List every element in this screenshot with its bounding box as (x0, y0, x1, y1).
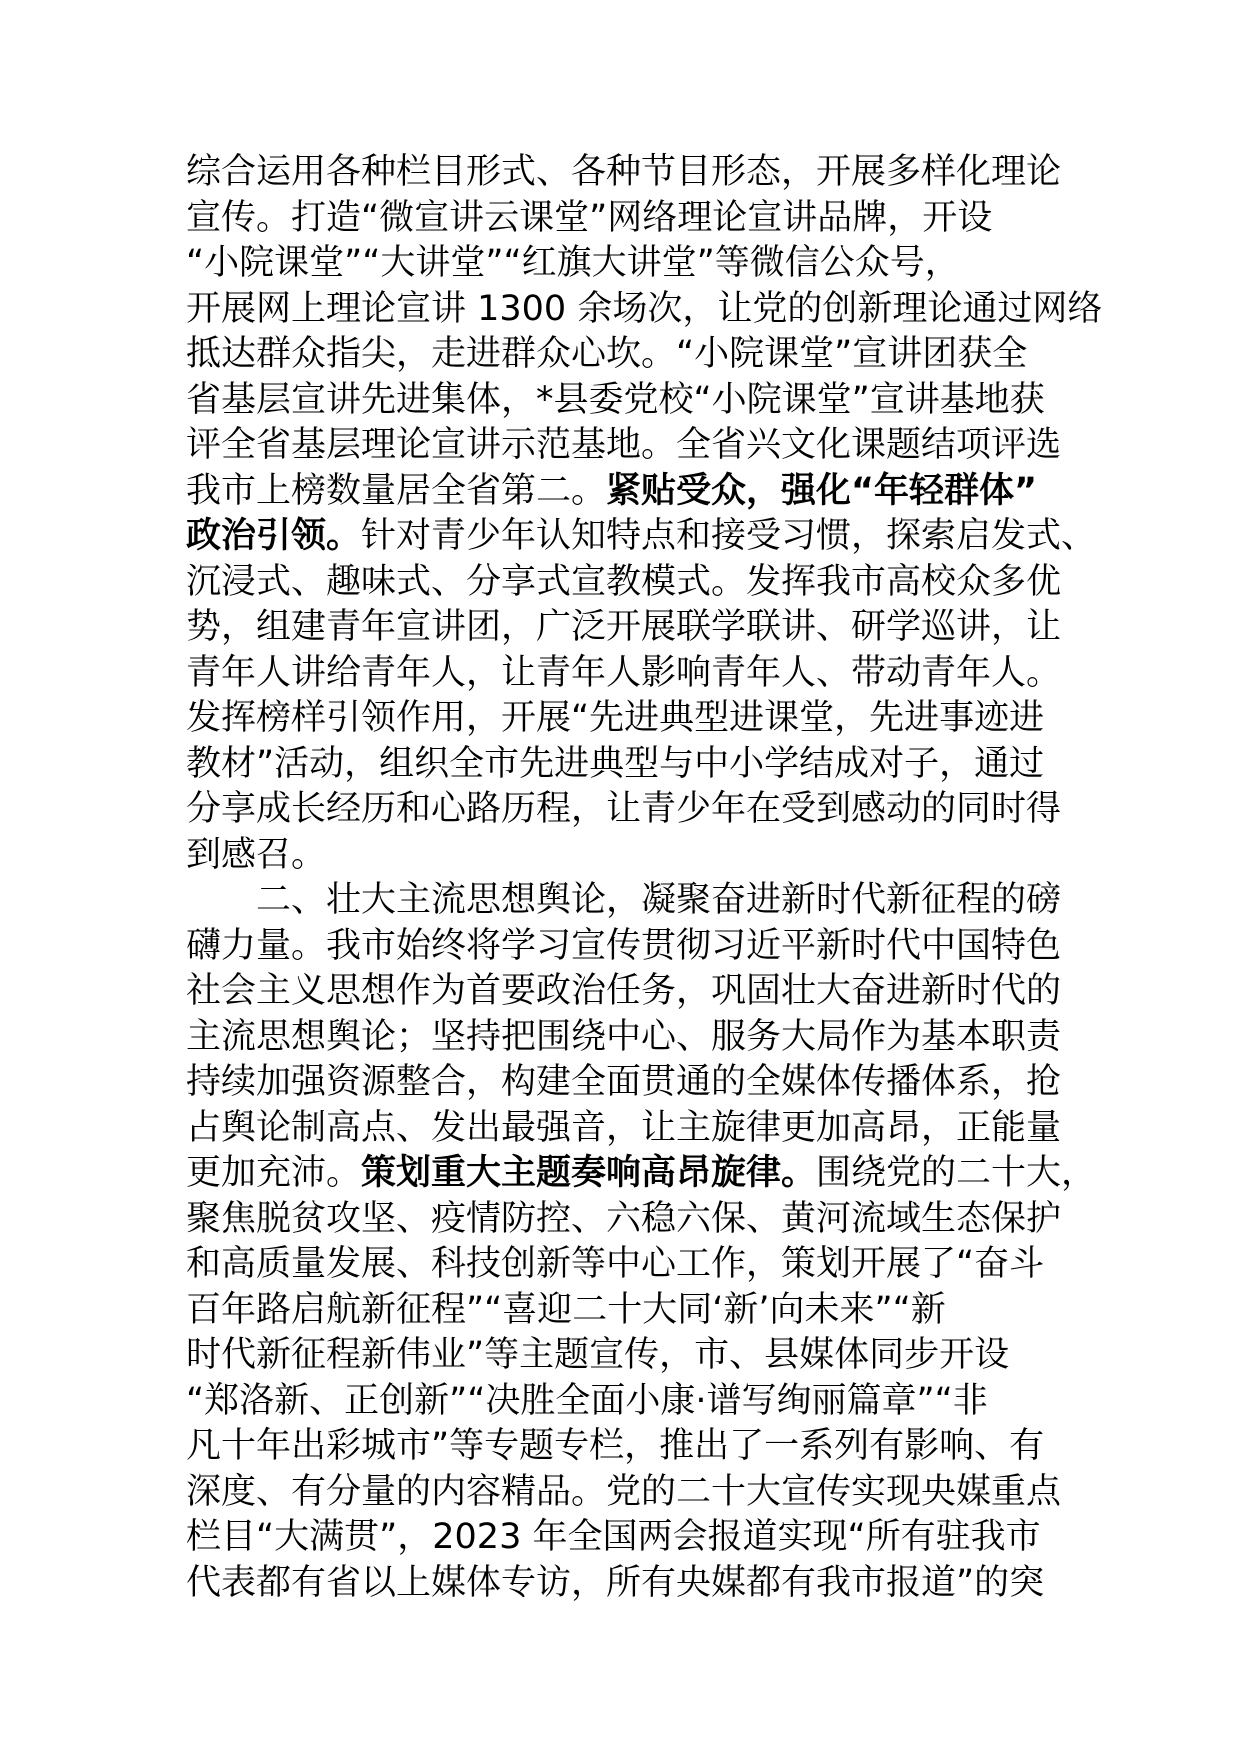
text-segment: 我市上榜数量居全省第二。 (186, 470, 607, 511)
text-line: 深度、有分量的内容精品。党的二十大宣传实现央媒重点 (186, 1471, 1062, 1512)
text-line: 礴力量。我市始终将学习宣传贯彻习近平新时代中国特色 (186, 925, 1062, 966)
text-line: 持续加强资源整合，构建全面贯通的全媒体传播体系，抢 (186, 1062, 1062, 1102)
text-line: 凡十年出彩城市”等专题专栏，推出了一系列有影响、有 (186, 1426, 1045, 1466)
section-heading-line: 二、壮大主流思想舆论，凝聚奋进新时代新征程的磅 (256, 880, 1062, 920)
text-line: 和高质量发展、科技创新等中心工作，策划开展了“奋斗 (186, 1244, 1045, 1284)
text-line-mixed (186, 1151, 1097, 1197)
text-line: 百年路启航新征程”“喜迎二十大同‘新’向未来”“新 (186, 1289, 946, 1330)
bold-heading-segment: 紧贴受众，强化“年轻群体” (606, 470, 1038, 511)
text-line: “郑洛新、正创新”“决胜全面小康·谱写绚丽篇章”“非 (186, 1380, 988, 1421)
text-line-mixed (186, 514, 1097, 560)
bold-heading-segment: 政治引领。 (186, 516, 362, 556)
text-line: 宣传。打造“微宣讲云课堂”网络理论宣讲品牌，开设 (186, 197, 993, 238)
text-line: 势，组建青年宣讲团，广泛开展联学联讲、研学巡讲，让 (186, 607, 1062, 647)
text-line: 青年人讲给青年人，让青年人影响青年人、带动青年人。 (186, 652, 1062, 693)
bold-heading-segment: 策划重大主题奏响高昂旋律。 (361, 1153, 817, 1193)
document-body-text (186, 150, 1103, 1606)
text-line: 代表都有省以上媒体专访，所有央媒都有我市报道”的突 (186, 1562, 1045, 1603)
text-segment: 更加充沛。 (186, 1153, 362, 1193)
text-line: 主流思想舆论；坚持把围绕中心、服务大局作为基本职责 (186, 1016, 1062, 1057)
text-line: 发挥榜样引领作用，开展“先进典型进课堂，先进事迹进 (186, 698, 1045, 738)
text-line: 栏目“大满贯”，2023 年全国两会报道实现“所有驻我市 (186, 1517, 1041, 1557)
text-segment: 针对青少年认知特点和接受习惯，探索启发式、 (361, 516, 1097, 556)
text-line: 省基层宣讲先进集体，*县委党校“小院课堂”宣讲基地获 (186, 379, 1045, 420)
text-line-mixed (186, 469, 1066, 515)
text-line: 开展网上理论宣讲 1300 余场次，让党的创新理论通过网络 (186, 288, 1103, 329)
text-line: “小院课堂”“大讲堂”“红旗大讲堂”等微信公众号， (186, 243, 960, 283)
text-line: 占舆论制高点、发出最强音，让主旋律更加高昂，正能量 (186, 1107, 1062, 1148)
text-line: 聚焦脱贫攻坚、疫情防控、六稳六保、黄河流域生态保护 (186, 1198, 1062, 1239)
text-line: 评全省基层理论宣讲示范基地。全省兴文化课题结项评选 (186, 425, 1062, 465)
text-line: 到感召。 (186, 834, 327, 875)
text-line: 沉浸式、趣味式、分享式宣教模式。发挥我市高校众多优 (186, 561, 1062, 602)
text-line: 分享成长经历和心路历程，让青少年在受到感动的同时得 (186, 789, 1062, 829)
text-line: 时代新征程新伟业”等主题宣传，市、县媒体同步开设 (186, 1335, 1010, 1375)
text-line: 抵达群众指尖，走进群众心坎。“小院课堂”宣讲团获全 (186, 334, 1028, 374)
text-line: 社会主义思想作为首要政治任务，巩固壮大奋进新时代的 (186, 971, 1062, 1011)
text-line: 综合运用各种栏目形式、各种节目形态，开展多样化理论 (186, 152, 1062, 192)
text-segment: 围绕党的二十大， (816, 1153, 1097, 1193)
text-line: 教材”活动，组织全市先进典型与中小学结成对子，通过 (186, 743, 1045, 784)
